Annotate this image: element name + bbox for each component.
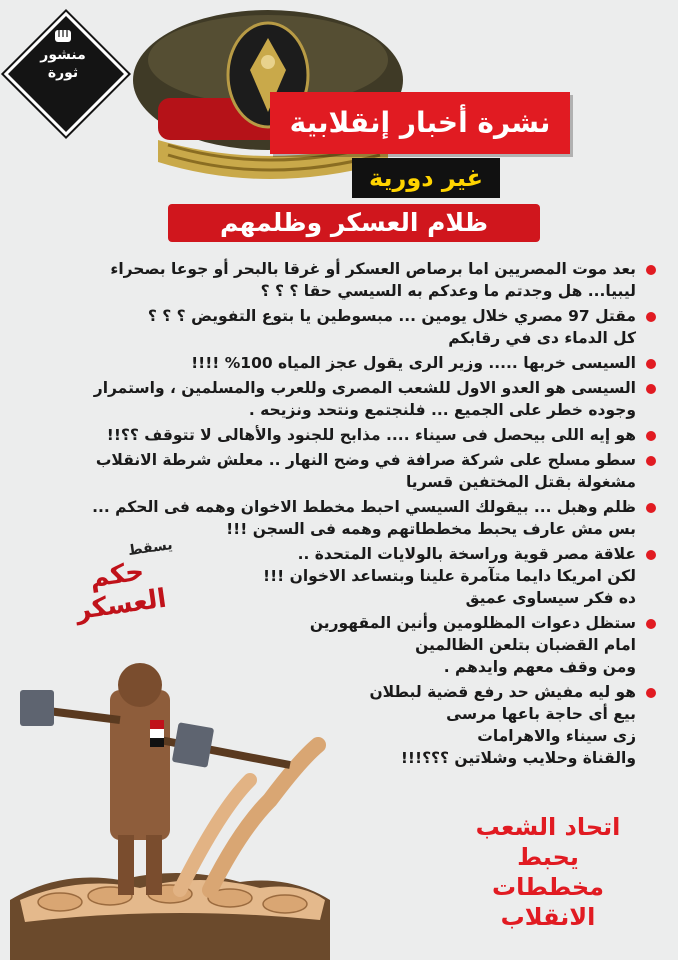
bullet-icon bbox=[646, 431, 656, 441]
graffiti-slogan: حكم العسكر bbox=[73, 556, 169, 627]
item-line: مقتل 97 مصري خلال يومين ... مبسوطين يا بتوع التفويض ؟ ؟ ؟ bbox=[147, 307, 636, 325]
item-line: بعد موت المصريين اما برصاص العسكر أو غرقا بالبحر أو جوعا بصحراء bbox=[110, 260, 636, 278]
bullet-icon bbox=[646, 619, 656, 629]
list-item bbox=[68, 424, 658, 446]
item-line: بيع أى حاجة باعها مرسى bbox=[446, 705, 636, 723]
slogan-line: الانقلاب bbox=[500, 903, 596, 931]
list-item bbox=[68, 449, 658, 493]
item-line: ليبيا... هل وجدتم ما وعدكم به السيسي حقا ؟ ؟ ؟ bbox=[260, 282, 636, 300]
item-line: ومن وقف معهم وايدهم . bbox=[443, 658, 636, 676]
item-line: وجوده خطر على الجميع ... فلنجتمع ونتحد ونزيحه . bbox=[248, 401, 636, 419]
item-line: سطو مسلح على شركة صرافة في وضح النهار .. معلش شرطة الانقلاب bbox=[95, 451, 636, 469]
logo-line-2: ثورة bbox=[47, 65, 79, 81]
item-line: ظلم وهبل ... بيقولك السيسي احبط مخطط الاخوان وهمه فى الحكم ... bbox=[92, 498, 636, 516]
item-line: علاقة مصر قوية وراسخة بالولايات المتحدة .. bbox=[297, 545, 636, 563]
item-line: والقناة وحلايب وشلاتين ؟؟؟!!! bbox=[400, 749, 636, 767]
bullet-icon bbox=[646, 312, 656, 322]
item-line: امام القضبان بتلعن الظالمين bbox=[415, 636, 636, 654]
item-line: السيسى خربها ..... وزير الرى يقول عجز المياه 100% !!!! bbox=[191, 354, 636, 372]
page-subtitle: غير دورية bbox=[368, 164, 484, 192]
item-line: كل الدماء دى في رقابكم bbox=[448, 329, 636, 347]
title-banner bbox=[270, 92, 570, 154]
bullet-icon bbox=[646, 384, 656, 394]
item-line: ده فكر سيساوى عميق bbox=[465, 589, 636, 607]
list-item bbox=[68, 352, 658, 374]
fist-icon bbox=[52, 28, 74, 44]
bullet-icon bbox=[646, 265, 656, 275]
list-item bbox=[68, 305, 658, 349]
item-line: بس مش عارف يحبط مخططاتهم وهمه فى السجن !!! bbox=[226, 520, 636, 538]
closing-slogan bbox=[458, 812, 638, 932]
protest-cartoon-illustration bbox=[0, 650, 340, 960]
list-item bbox=[68, 258, 658, 302]
bullet-icon bbox=[646, 550, 656, 560]
bullet-icon bbox=[646, 359, 656, 369]
logo-text bbox=[22, 46, 104, 82]
subtitle-banner bbox=[352, 158, 500, 198]
item-line: مشغولة بقتل المختفين قسريا bbox=[405, 473, 636, 491]
tagline-banner bbox=[168, 204, 540, 242]
item-line: لكن امريكا دايما متآمرة علينا وبتساعد الاخوان !!! bbox=[263, 567, 636, 585]
list-item bbox=[68, 496, 658, 540]
item-line: زى سيناء والاهرامات bbox=[477, 727, 636, 745]
item-line: ستظل دعوات المظلومين وأنين المقهورين bbox=[309, 614, 636, 632]
slogan-line: يحبط مخططات bbox=[491, 843, 605, 901]
item-line: السيسى هو العدو الاول للشعب المصرى وللعرب والمسلمين ، واستمرار bbox=[93, 379, 636, 397]
bullet-icon bbox=[646, 456, 656, 466]
graffiti-top-word: يسقط bbox=[127, 536, 174, 560]
list-item bbox=[68, 377, 658, 421]
item-line: هو إيه اللى بيحصل فى سيناء .... مذابح للجنود والأهالى لا تتوقف ؟؟!! bbox=[106, 426, 636, 444]
item-line: هو ليه مفيش حد رفع قضية لبطلان bbox=[369, 683, 636, 701]
slogan-line: اتحاد الشعب bbox=[475, 813, 621, 841]
logo-line-1: منشور bbox=[40, 47, 86, 63]
bullet-icon bbox=[646, 503, 656, 513]
page-title: نشرة أخبار إنقلابية bbox=[289, 106, 551, 139]
page-tagline: ظلام العسكر وظلمهم bbox=[219, 208, 489, 237]
bullet-icon bbox=[646, 688, 656, 698]
